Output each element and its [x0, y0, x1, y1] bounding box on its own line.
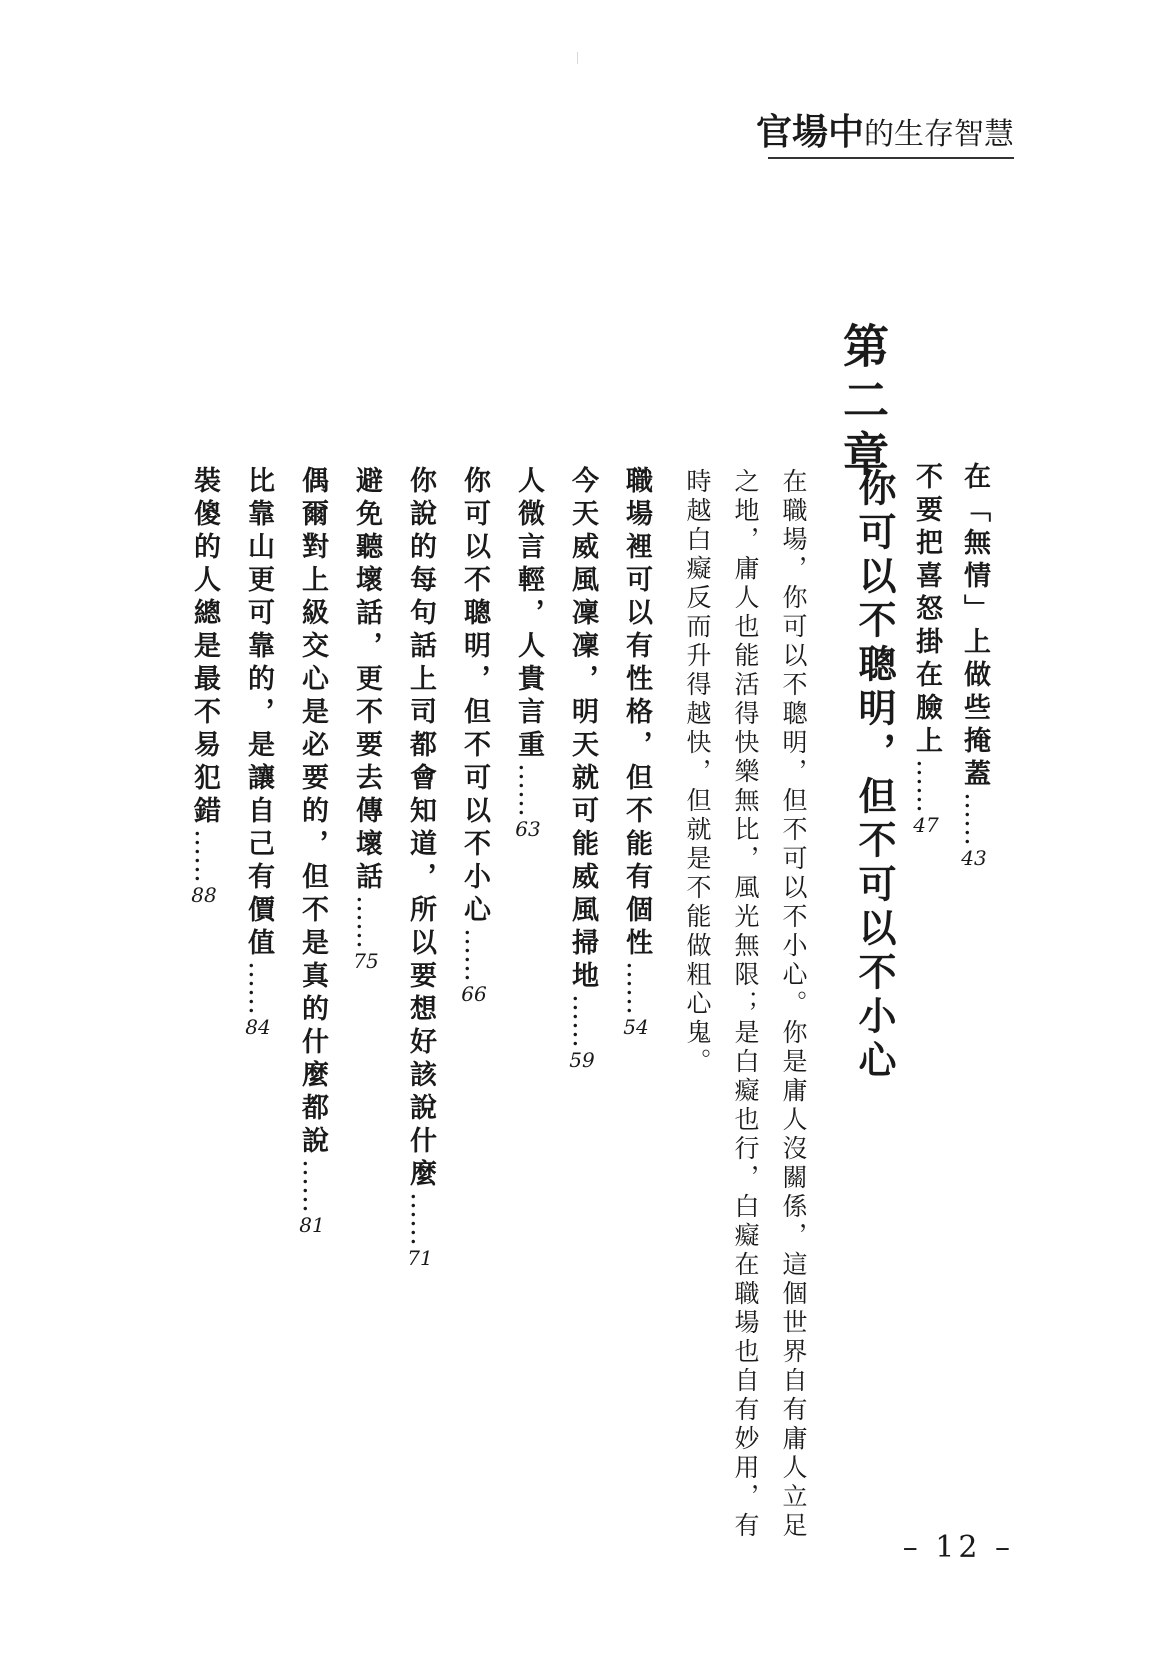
toc-entry-title: 人微言輕，人貴言重	[513, 466, 544, 763]
chapter-description-line: 之地，庸人也能活得快樂無比，風光無限；是白癡也行，白癡在職場也自有妙用，有	[731, 468, 760, 1541]
toc-entry	[353, 466, 380, 971]
toc-entry	[461, 466, 488, 1004]
toc-entry-dots: ……	[459, 928, 490, 982]
book-title-light: 的生存智慧	[864, 117, 1014, 152]
toc-entry-page: 81	[299, 1213, 325, 1237]
chapter-description-line: 時越白癡反而升得越快，但就是不能做粗心鬼。	[683, 468, 712, 1077]
toc-entry	[299, 466, 326, 1235]
toc-entry-dots: ……	[567, 994, 598, 1048]
page-number: – 12 –	[902, 1530, 1014, 1565]
toc-entry	[407, 466, 434, 1268]
toc-entry	[191, 466, 218, 905]
toc-entry	[913, 462, 940, 835]
toc-entry-title: 在「無情」上做些掩蓋	[959, 462, 990, 792]
toc-entry-page: 66	[461, 982, 487, 1006]
running-header	[755, 111, 1014, 153]
top-margin-mark	[577, 52, 578, 64]
toc-entry-dots: ……	[297, 1159, 328, 1213]
toc-entry-dots: ……	[351, 895, 382, 949]
toc-entry-dots: ……	[513, 763, 544, 817]
toc-entry-page: 71	[407, 1246, 433, 1270]
toc-entry-title: 今天威風凜凜，明天就可能威風掃地	[567, 466, 598, 994]
chapter-number: 第二章	[836, 322, 890, 484]
toc-entry	[515, 466, 542, 839]
toc-entry-title: 職場裡可以有性格，但不能有個性	[621, 466, 652, 961]
book-title-bold: 官場中	[755, 111, 864, 153]
chapter-title: 你可以不聰明，但不可以不小心	[852, 468, 897, 1084]
toc-entry-title: 裝傻的人總是最不易犯錯	[189, 466, 220, 829]
toc-entry-title: 比靠山更可靠的，是讓自己有價值	[243, 466, 274, 961]
header-rule	[768, 157, 1014, 159]
toc-entry-title: 不要把喜怒掛在臉上	[911, 462, 942, 759]
toc-entry-title: 偶爾對上級交心是必要的，但不是真的什麼都說	[297, 466, 328, 1159]
toc-entry-page: 54	[623, 1015, 649, 1039]
toc-entry	[569, 466, 596, 1070]
toc-entry-title: 你說的每句話上司都會知道，所以要想好該說什麼	[405, 466, 436, 1192]
toc-entry-dots: ……	[621, 961, 652, 1015]
toc-entry	[245, 466, 272, 1037]
toc-entry-page: 59	[569, 1048, 595, 1072]
toc-entry-page: 43	[961, 846, 987, 870]
toc-entry	[961, 462, 988, 868]
chapter-description-line: 在職場，你可以不聰明，但不可以不小心。你是庸人沒關係，這個世界自有庸人立足	[779, 468, 808, 1541]
toc-entry-dots: ……	[189, 829, 220, 883]
toc-entry-page: 75	[353, 949, 379, 973]
toc-entry-dots: ……	[959, 792, 990, 846]
toc-entry-title: 避免聽壞話，更不要去傳壞話	[351, 466, 382, 895]
toc-entry-dots: ……	[405, 1192, 436, 1246]
toc-entry-page: 47	[913, 813, 939, 837]
toc-entry-page: 84	[245, 1015, 271, 1039]
toc-entry	[623, 466, 650, 1037]
toc-entry-page: 88	[191, 883, 217, 907]
toc-entry-page: 63	[515, 817, 541, 841]
toc-entry-dots: ……	[243, 961, 274, 1015]
toc-entry-dots: ……	[911, 759, 942, 813]
toc-entry-title: 你可以不聰明，但不可以不小心	[459, 466, 490, 928]
